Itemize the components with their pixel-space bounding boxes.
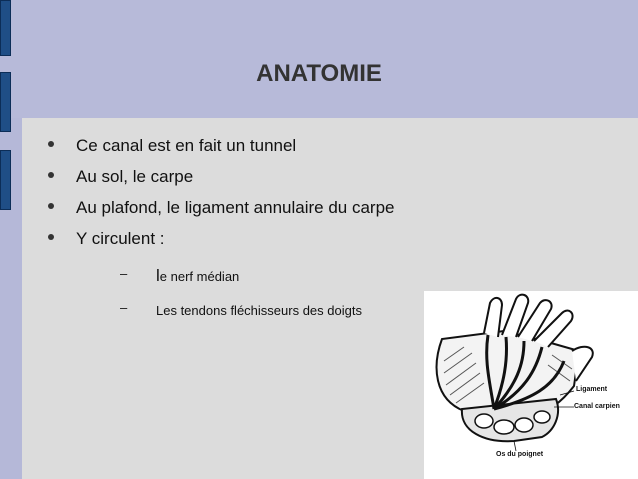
sub-bullet-text: Les tendons fléchisseurs des doigts: [156, 303, 362, 318]
bullet-text: Y circulent :: [76, 229, 165, 248]
label-os-du-poignet: Os du poignet: [496, 451, 544, 458]
sub-bullet-text: le nerf médian: [156, 266, 240, 285]
bullet-text: Au sol, le carpe: [76, 167, 194, 186]
slide-title: ANATOMIE: [256, 60, 382, 87]
label-canal-carpien: Canal carpien: [574, 403, 620, 410]
bullet-dot-icon: [48, 172, 54, 178]
bullet-text: Ce canal est en fait un tunnel: [76, 136, 297, 155]
bullet-dot-icon: [48, 203, 54, 209]
decorative-bar: [0, 0, 11, 56]
wrist-anatomy-illustration: [424, 291, 638, 479]
dash-icon: –: [120, 266, 128, 281]
dash-icon: –: [120, 300, 128, 315]
decorative-bar: [0, 150, 11, 210]
label-ligament: Ligament: [576, 386, 608, 393]
bullet-dot-icon: [48, 141, 54, 147]
bullet-dot-icon: [48, 234, 54, 240]
bullet-text: Au plafond, le ligament annulaire du carpe: [76, 198, 395, 217]
header-band: [0, 0, 638, 118]
